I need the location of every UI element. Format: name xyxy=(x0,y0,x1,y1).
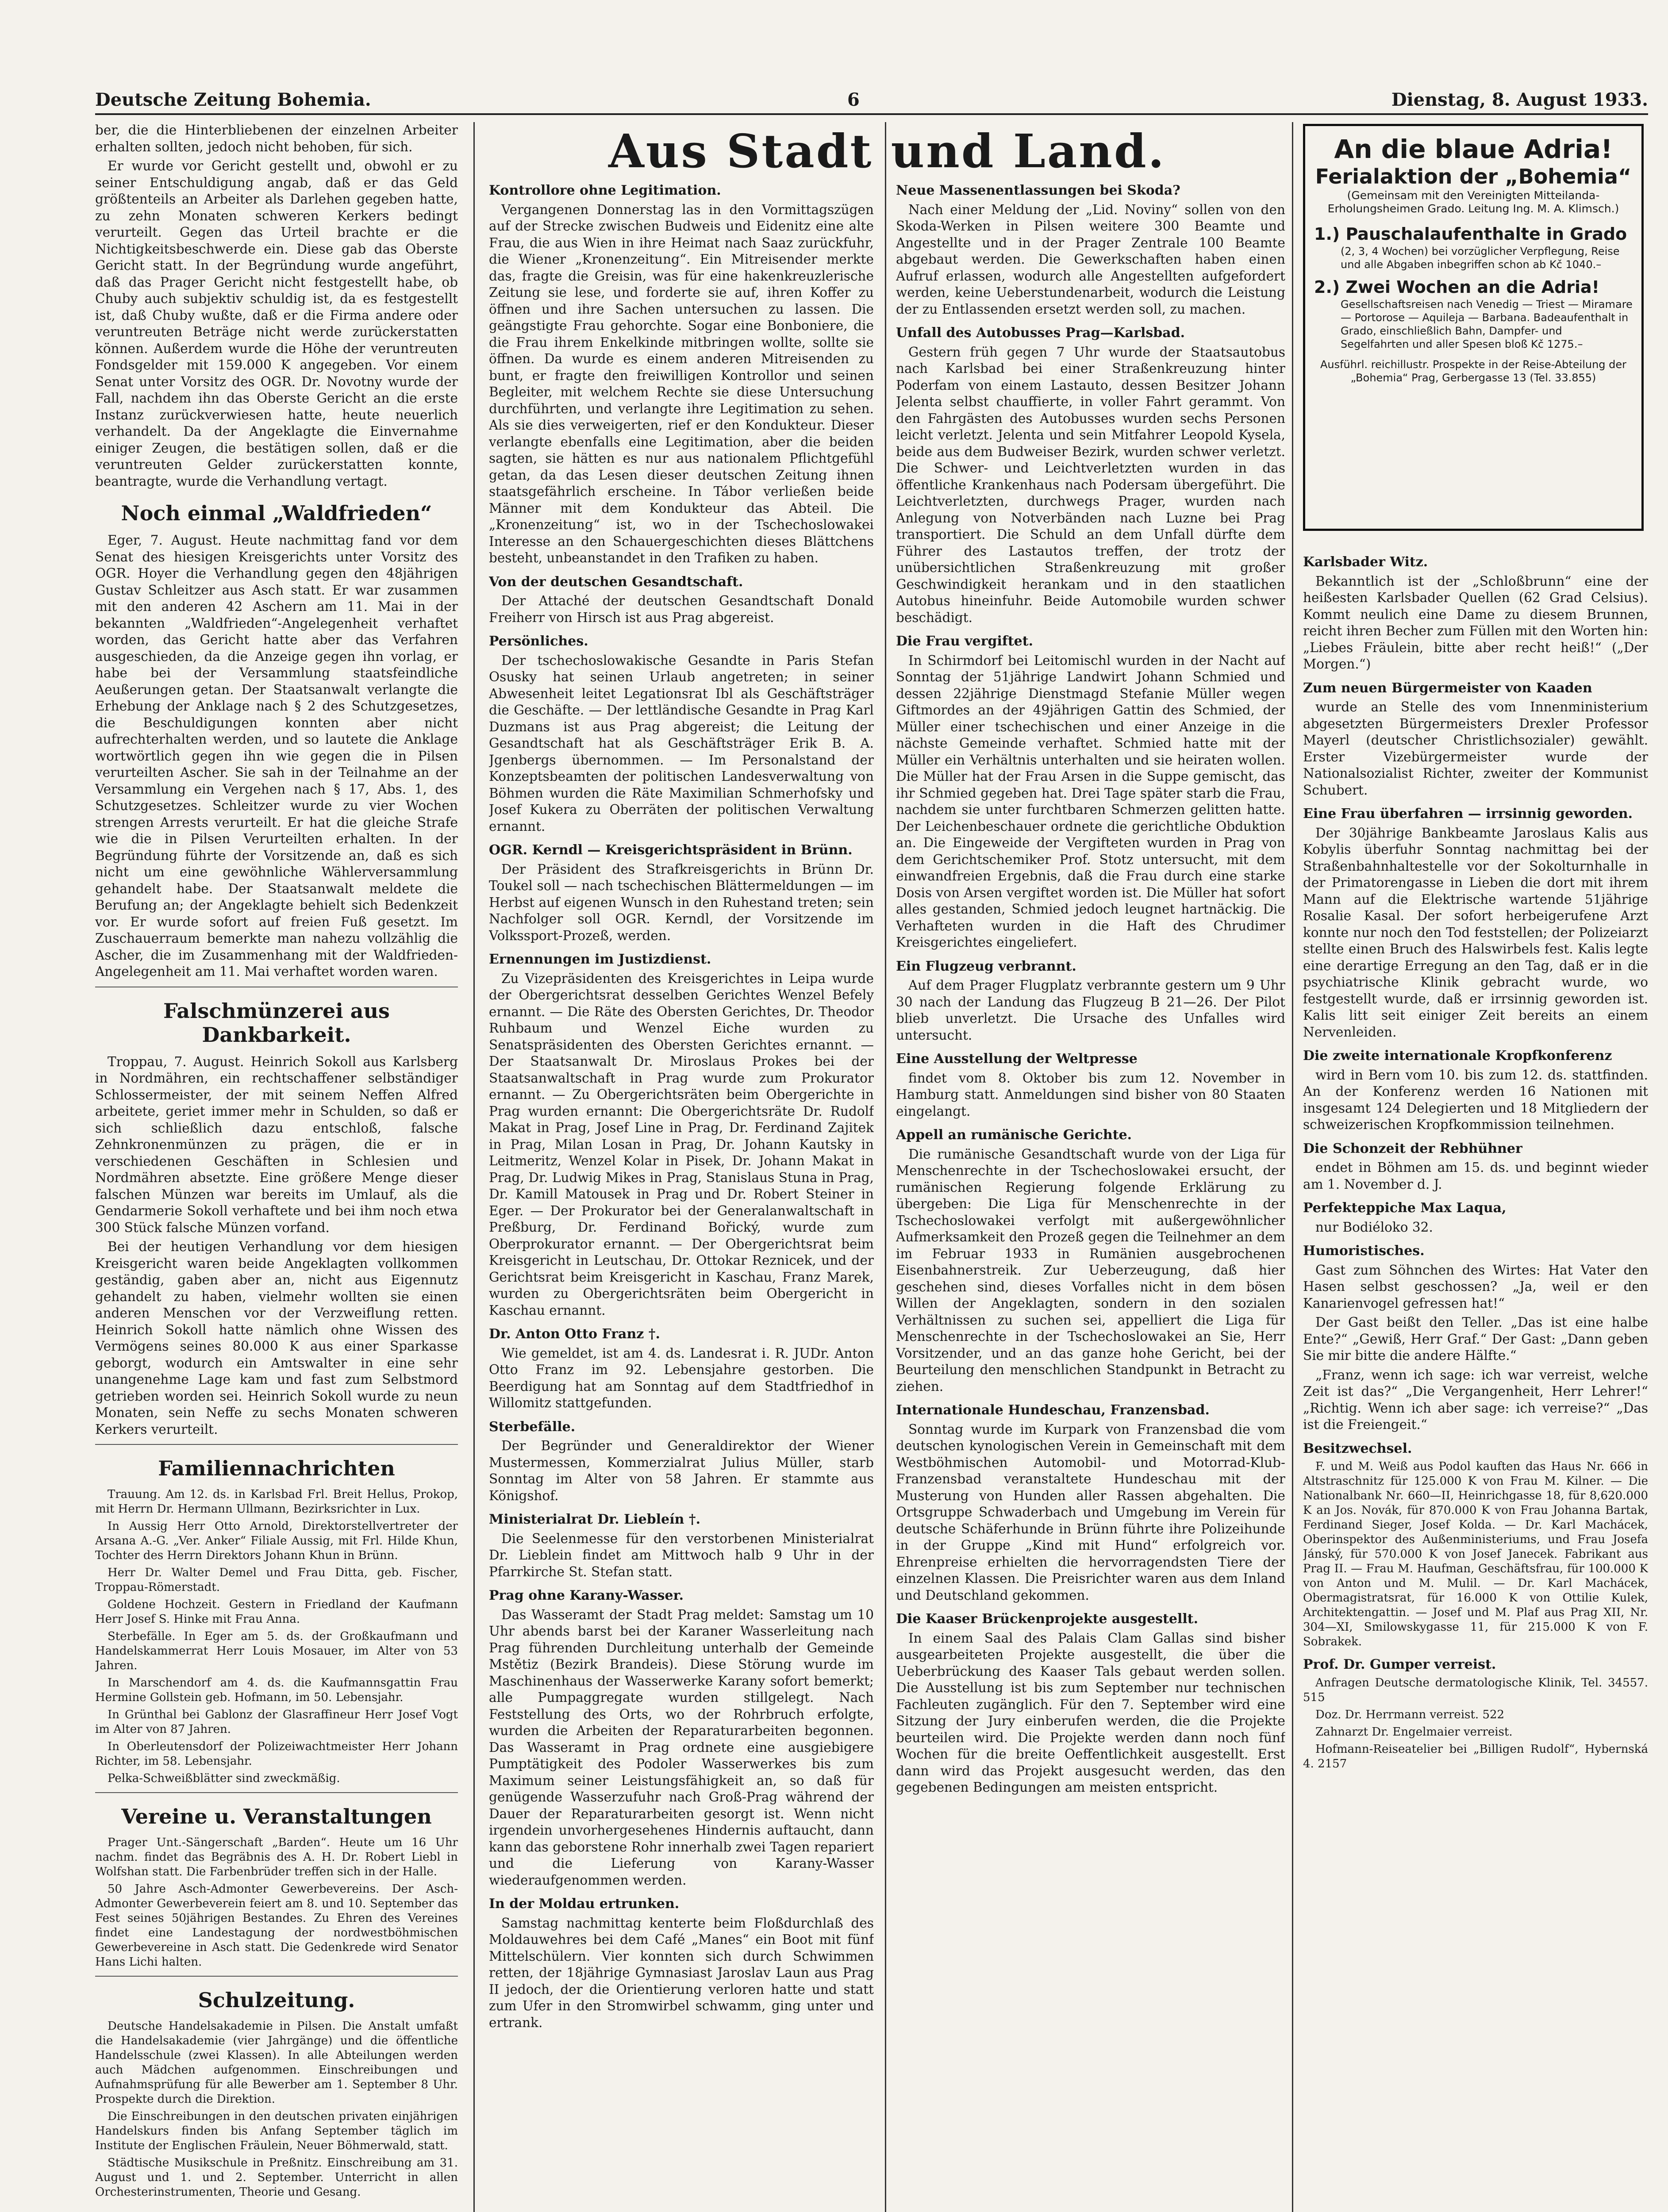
article-heading: Eine Frau überfahren — irrsinnig geworden. xyxy=(1303,806,1633,822)
column-2 xyxy=(489,175,874,2212)
paragraph: Er wurde vor Gericht gestellt und, obwohl er zu seiner Entschuldigung angab, daß er das Geld größtenteils an Arbeiter als Darlehen gegeben hatte, zu zehn Monaten schweren Kerkers bedingt verurteilt. Gegen das Urteil brachte er die Nichtigkeitsbeschwerde ein. Diese gab das Oberste Gericht statt. In der Begründung wurde angeführt, daß das Prager Gericht nicht festgestellt habe, ob Chuby auch subjektiv schuldig ist, da es festgestellt ist, daß Chuby wußte, daß er die Firma andere oder veruntreuten Beträge nicht werde zurückerstatten können. Außerdem wurde die Höhe der veruntreuten Fondsgelder mit 159.000 K angegeben. Vor einem Senat unter Vorsitz des OGR. Dr. Novotny wurde der Fall, nachdem ihn das Oberste Gericht an die erste Instanz zurückverwiesen hatte, heute neuerlich verhandelt. Da der Angeklagte die Einvernahme einiger Zeugen, die bestätigen sollen, daß er die veruntreuten Gelder zurückerstatten konnte, beantragte, wurde die Verhandlung vertagt. xyxy=(95,158,458,489)
paragraph: Trauung. Am 12. ds. in Karlsbad Frl. Breit Hellus, Prokop, mit Herrn Dr. Hermann Ullmann, Bezirksrichter in Lux. xyxy=(95,1488,458,1516)
column-rule xyxy=(885,122,886,2212)
paragraph: Der Attaché der deutschen Gesandtschaft Donald Freiherr von Hirsch ist aus Prag abgereist. xyxy=(489,593,874,625)
paragraph: Sonntag wurde im Kurpark von Franzensbad die vom deutschen kynologischen Verein in Gemeinschaft mit dem Westböhmischen Automobil- und Motorrad-Klub-Franzensbad veranstaltete Hundeschau mit der Musterung von Hunden aller Rassen abgehalten. Die Ortsgruppe Schwaderbach und Umgebung im Verein für deutsche Schäferhunde in Brünn führte ihre Polizeihunde in der Gruppe „Kind mit Hund“ erfolgreich vor. Ehrenpreise erhielten die hervorragendsten Tiere der einzelnen Klassen. Die Preisrichter waren aus dem Inland und Deutschland gekommen. xyxy=(896,1421,1285,1603)
paragraph: Städtische Musikschule in Preßnitz. Einschreibung am 31. August und 1. und 2. September. Unterricht in allen Orchesterinstrumenten, Theorie und Gesang. xyxy=(95,2156,458,2199)
ad-item-detail: Gesellschaftsreisen nach Venedig — Triest — Miramare — Portorose — Aquileja — Barbana. Badeaufenthalt in Grado, einschließlich Bahn, Dampfer- und Segelfahrten und aller Spesen bloß Kč 1275.– xyxy=(1341,298,1633,350)
ad-item-title: 1.) Pauschalaufenthalte in Grado xyxy=(1314,224,1627,244)
paragraph: Deutsche Handelsakademie in Pilsen. Die Anstalt umfaßt die Handelsakademie (vier Jahrgänge) und die öffentliche Handelsschule (zwei Klassen). In alle Abteilungen werden auch Mädchen aufgenommen. Einschreibungen und Aufnahmsprüfung für alle Bewerber am 1. September 8 Uhr. Prospekte durch die Direktion. xyxy=(95,2020,458,2106)
column-4 xyxy=(1303,547,1648,2212)
paragraph: Der Präsident des Strafkreisgerichts in Brünn Dr. Toukel soll — nach tschechischen Blättermeldungen — im Herbst auf eigenen Wunsch in den Ruhestand treten; sein Nachfolger soll OGR. Kerndl, der Vorsitzende im Volkssport-Prozeß, werden. xyxy=(489,861,874,943)
column-rule xyxy=(1292,122,1293,2212)
paragraph: wurde an Stelle des vom Innenministerium abgesetzten Bürgermeisters Drexler Professor Mayerl (deutscher Christlichsozialer) gewählt. Erster Vizebürgermeister wurde der Nationalsozialist Richter, zweiter der Kommunist Schubert. xyxy=(1303,699,1648,798)
paragraph: Der Gast beißt den Teller. „Das ist eine halbe Ente?“ „Gewiß, Herr Graf.“ Der Gast: „Dann geben Sie mir bitte die andere Hälfte.“ xyxy=(1303,1315,1648,1363)
article-heading: Familiennachrichten xyxy=(158,1456,395,1480)
newspaper-page xyxy=(95,87,1648,2212)
paragraph: Gestern früh gegen 7 Uhr wurde der Staatsautobus nach Karlsbad bei einer Straßenkreuzung hinter Poderfam von einem Lastauto, dessen Besitzer Johann Jelenta selbst chauffierte, in voller Fahrt gerammt. Von den Fahrgästen des Autobusses wurden sechs Personen leicht verletzt. Jelenta und sein Mitfahrer Leopold Kysela, beide aus dem Budweiser Bezirk, wurden schwer verletzt. Die Schwer- und Leichtverletzten wurden in das öffentliche Krankenhaus nach Podersam übergeführt. Die Leichtverletzten, durchwegs Prager, wurden nach Anlegung von Notverbänden nach Luzne bei Prag transportiert. Die Schuld an dem Unfall dürfte dem Führer des Lastautos treffen, der trotz der unübersichtlichen Straßenkreuzung mit großer Geschwindigkeit herankam und in den staatlichen Autobus hineinfuhr. Beide Automobile wurden schwer beschädigt. xyxy=(896,344,1285,625)
article-heading: Falschmünzerei aus Dankbarkeit. xyxy=(163,998,390,1047)
paragraph: Doz. Dr. Herrmann verreist. 522 xyxy=(1315,1708,1505,1721)
article-heading: Vereine u. Veranstaltungen xyxy=(121,1805,432,1828)
article-heading: Karlsbader Witz. xyxy=(1303,554,1428,570)
article-heading: OGR. Kerndl — Kreisgerichtspräsident in Brünn. xyxy=(489,842,853,858)
paragraph: In einem Saal des Palais Clam Gallas sind bisher ausgearbeiteten Projekte ausgestellt, die über die Ueberbrückung des Kaaser Tals gebaut werden sollen. Die Ausstellung ist bis zum September nur technischen Fachleuten zugänglich. Für den 7. September wird eine Sitzung der Jury einberufen werden, die die Projekte beurteilen wird. Die Projekte werden dann noch fünf Wochen für die breite Oeffentlichkeit ausgestellt. Erst dann wird das Projekt ausgesucht werden, das den gegebenen Bedingungen am meisten entspricht. xyxy=(896,1630,1285,1795)
paragraph: Zahnarzt Dr. Engelmaier verreist. xyxy=(1315,1725,1513,1739)
paragraph: Pelka-Schweißblätter sind zweckmäßig. xyxy=(108,1772,340,1785)
divider xyxy=(95,1976,458,1977)
article-heading: Appell an rumänische Gerichte. xyxy=(896,1127,1132,1143)
paragraph: Vergangenen Donnerstag las in den Vormittagszügen auf der Strecke zwischen Budweis und Eidenitz eine alte Frau, die aus Wien in ihre Heimat nach Saaz zurückfuhr, die Wiener „Kronenzeitung“. Ein Mitreisender merkte das, fragte die Greisin, was für eine hakenkreuzlerische Zeitung sie lese, und forderte sie auf, ihren Koffer zu öffnen und ihre Sachen untersuchen zu lassen. Die geängstigte Frau gehorchte. Sogar eine Bonboniere, die die Frau ihrem Enkelkinde mitbringen wollte, sollte sie öffnen. Da wurde es einem anderen Mitreisenden zu bunt, er fragte den freiwilligen Kontrollor und seinen Begleiter, mit welchem Rechte sie diese Untersuchung durchführten, und verlangte ihre Legitimation zu sehen. Als sie dies verweigerten, rief er den Kondukteur. Dieser verlangte ebenfalls eine Legitimation, aber die beiden sagten, sie hätten es nur aus nationalem Pflichtgefühl getan, da das Lesen dieser deutschen Zeitung ihnen staatsgefährlich erscheine. In Tábor verließen beide Männer mit dem Kondukteur das Abteil. Die „Kronenzeitung“ ist, wo in der Tschechoslowakei Interesse an den Schauergeschichten dieses Blättchens besteht, unbeanstandet in den Trafiken zu haben. xyxy=(489,202,874,565)
article-heading: Zum neuen Bürgermeister von Kaaden xyxy=(1303,680,1592,696)
paragraph: findet vom 8. Oktober bis zum 12. November in Hamburg statt. Anmeldungen sind bisher von 80 Staaten eingelangt. xyxy=(896,1070,1285,1119)
ad-footer: Ausführl. reichillustr. Prospekte in der Reise-Abteilung der „Bohemia“ Prag, Gerbergasse 13 (Tel. 33.855) xyxy=(1320,358,1627,384)
article-heading: Unfall des Autobusses Prag—Karlsbad. xyxy=(896,325,1185,341)
divider xyxy=(95,1792,458,1793)
paragraph: Die Seelenmesse für den verstorbenen Ministerialrat Dr. Lieblein findet am Mittwoch halb 9 Uhr in der Pfarrkirche St. Stefan statt. xyxy=(489,1531,874,1579)
paragraph: Bekanntlich ist der „Schloßbrunn“ eine der heißesten Karlsbader Quellen (62 Grad Celsius). Kommt neulich eine Dame zu diesem Brunnen, reicht ihren Becher zum Füllen mit den Worten hin: „Liebes Fräulein, bitte aber recht heiß!“ („Der Morgen.“) xyxy=(1303,573,1648,672)
article-heading: Neue Massenentlassungen bei Skoda? xyxy=(896,183,1180,198)
paragraph: endet in Böhmen am 15. ds. und beginnt wieder am 1. November d. J. xyxy=(1303,1160,1648,1192)
paragraph: Hofmann-Reiseatelier bei „Billigen Rudolf“, Hybernská 4. 2157 xyxy=(1303,1742,1648,1770)
divider xyxy=(95,1444,458,1445)
article-heading: Kontrollore ohne Legitimation. xyxy=(489,183,721,198)
paragraph: Goldene Hochzeit. Gestern in Friedland der Kaufmann Herr Josef S. Hinke mit Frau Anna. xyxy=(95,1598,458,1626)
paragraph: Wie gemeldet, ist am 4. ds. Landesrat i. R. JUDr. Anton Otto Franz im 92. Lebensjahre gestorben. Die Beerdigung hat am Sonntag auf dem Stadtfriedhof in Willomitz stattgefunden. xyxy=(489,1345,874,1410)
article-heading: Eine Ausstellung der Weltpresse xyxy=(896,1051,1138,1067)
ad-headline: An die blaue Adria! xyxy=(1334,134,1613,164)
article-heading: Prof. Dr. Gumper verreist. xyxy=(1303,1657,1496,1672)
paragraph: In Marschendorf am 4. ds. die Kaufmannsgattin Frau Hermine Gollstein geb. Hofmann, im 50. Lebensjahr. xyxy=(95,1676,458,1704)
article-heading: Ministerialrat Dr. Liebleín †. xyxy=(489,1512,701,1527)
article-heading: Humoristisches. xyxy=(1303,1243,1425,1259)
paragraph: Troppau, 7. August. Heinrich Sokoll aus Karlsberg in Nordmähren, ein rechtschaffener selbständiger Schlossermeister, der mit seinem Neffen Alfred arbeitete, geriet immer mehr in Schulden, so daß er sich schließlich dazu entschloß, falsche Zehnkronenmünzen zu prägen, die er in verschiedenen Geschäften in Schlesien und Nordmähren absetzte. Eine größere Menge dieser falschen Münzen war bereits im Umlauf, als die Gendarmerie Sokoll verhaftete und bei ihm noch etwa 300 Stück falsche Münzen vorfand. xyxy=(95,1054,458,1235)
article-heading: Besitzwechsel. xyxy=(1303,1440,1412,1456)
paragraph: Prager Unt.-Sängerschaft „Barden“. Heute um 16 Uhr nachm. findet das Begräbnis des A. H. Dr. Robert Liebl in Wolfshan statt. Die Farbenbrüder treffen sich in der Halle. xyxy=(95,1836,458,1878)
paragraph: Das Wasseramt der Stadt Prag meldet: Samstag um 10 Uhr abends barst bei der Karaner Wasserleitung nach Prag führenden Durchleitung unterhalb der Gemeinde Mstětiz (Bezirk Brandeis). Diese Störung wurde im Maschinenhaus der Wasserwerke Karany sofort bemerkt; alle Pumpaggregate wurden stillgelegt. Nach Feststellung des Orts, wo der Rohrbruch erfolgte, wurden die Arbeiten der Reparaturarbeiten begonnen. Das Wasseramt in Prag ordnete eine ausgiebigere Pumptätigkeit des Podoler Wasserwerkes bis zum Maximum seiner Leistungsfähigkeit an, so daß für genügende Wasserzufuhr nach Groß-Prag während der Dauer der Reparaturarbeiten gesorgt ist. Wenn nicht irgendein unvorhergesehenes Hindernis auftaucht, dann kann das geborstene Rohr innerhalb zwei Tagen repariert und die Lieferung von Karany-Wasser wiederaufgenommen werden. xyxy=(489,1607,874,1888)
ad-subheadline: Ferialaktion der „Bohemia“ xyxy=(1315,165,1632,188)
paragraph: Sterbefälle. In Eger am 5. ds. der Großkaufmann und Handelskammerrat Herr Louis Mosauer, im Alter von 53 Jahren. xyxy=(95,1630,458,1672)
paragraph: Anfragen Deutsche dermatologische Klinik, Tel. 34557. 515 xyxy=(1303,1676,1648,1704)
paragraph: In Grünthal bei Gablonz der Glasraffineur Herr Josef Vogt im Alter von 87 Jahren. xyxy=(95,1708,458,1736)
paragraph: In Oberleutensdorf der Polizeiwachtmeister Herr Johann Richter, im 58. Lebensjahr. xyxy=(95,1740,458,1768)
paragraph: 50 Jahre Asch-Admonter Gewerbevereins. Der Asch-Admonter Gewerbeverein feiert am 8. und 10. September das Fest seines 50jährigen Bestandes. Zu Ehren des Vereines findet eine Landestagung der nordwestböhmischen Gewerbevereine in Asch statt. Die Gedenkrede wird Senator Hans Lichi halten. xyxy=(95,1882,458,1969)
paragraph: Der 30jährige Bankbeamte Jaroslaus Kalis aus Kobylis überfuhr Sonntag nachmittag bei der Straßenbahnhaltestelle vor der Sokolturnhalle in der Primatorengasse in Lieben die dort mit ihrem Mann auf die Elektrische wartende 51jährige Rosalie Kasal. Der sofort herbeigerufene Arzt konnte nur noch den Tod feststellen; der Polizeiarzt stellte einen Bruch des Halswirbels fest. Kalis legte eine derartige Erregung an den Tag, daß er in die psychiatrische Klinik gebracht wurde, wo festgestellt wurde, daß er irrsinnig geworden ist. Kalis litt seit einiger Zeit bereits an einem Nervenleiden. xyxy=(1303,825,1648,1040)
article-heading: Noch einmal „Waldfrieden“ xyxy=(121,501,432,525)
paragraph: Zu Vizepräsidenten des Kreisgerichtes in Leipa wurde der Obergerichtsrat desselben Gerichtes Wenzel Befely ernannt. — Die Räte des Obersten Gerichtes, Dr. Theodor Ruhbaum und Wenzel Eiche wurden zu Senatspräsidenten des Obersten Gerichtes ernannt. — Der Staatsanwalt Dr. Miroslaus Prokes bei der Staatsanwaltschaft in Prag wurde zum Prokurator ernannt. — Zu Obergerichtsräten beim Obergerichte in Prag wurden ernannt: Die Obergerichtsräte Dr. Rudolf Makat in Prag, Josef Line in Prag, Dr. Ferdinand Zajitek in Prag, Milan Losan in Prag, Dr. Johann Kautsky in Leitmeritz, Wenzel Kolar in Pisek, Dr. Johann Makat in Prag, Dr. Ludwig Mikes in Prag, Stanislaus Stuna in Prag, Dr. Kamill Matousek in Prag und Dr. Robert Steiner in Eger. — Der Prokurator bei der Generalanwaltschaft in Preßburg, Dr. Ferdinand Bořický, wurde zum Oberprokurator ernannt. — Der Obergerichtsrat beim Kreisgericht in Leutschau, Dr. Ottokar Reznicek, und der Gerichtsrat beim Kreisgericht in Kaschau, Franz Marek, wurden zu Obergerichtsräten beim Obergericht in Kaschau ernannt. xyxy=(489,971,874,1318)
paragraph: Herr Dr. Walter Demel und Frau Ditta, geb. Fischer, Troppau-Römerstadt. xyxy=(95,1566,458,1594)
paragraph: In Aussig Herr Otto Arnold, Direktorstellvertreter der Arsana A.-G. „Ver. Anker“ Filiale Aussig, mit Frl. Hilde Khun, Tochter des Herrn Direktors Johann Khun in Brünn. xyxy=(95,1520,458,1562)
paragraph: Die Einschreibungen in den deutschen privaten einjährigen Handelskurs finden bis Anfang September täglich im Institute der Englischen Fräulein, Neuer Böhmerwald, statt. xyxy=(95,2110,458,2152)
paragraph: Eger, 7. August. Heute nachmittag fand vor dem Senat des hiesigen Kreisgerichts unter Vorsitz des OGR. Hoyer die Verhandlung gegen den 48jährigen Gustav Schleitzer aus Asch statt. Er war zusammen mit den anderen 42 Aschern am 11. Mai in der bekannten „Waldfrieden“-Angelegenheit verhaftet worden, das Gericht hatte aber das Verfahren ausgeschieden, da die Anzeige gegen ihn vorlag, er habe bei der Versammlung staatsfeindliche Aeußerungen getan. Der Staatsanwalt verlangte die Erhebung der Anklage nach § 2 des Schutzgesetzes, die Beschuldigungen konnten aber nicht aufrechterhalten werden, und so lautete die Anklage wortwörtlich gegen ihn wie gegen die in Pilsen verurteilten Ascher. Sie sah in der Teilnahme an der Versammlung ein Vergehen nach § 17, Abs. 1, des Schutzgesetzes. Schleitzer wurde zu vier Wochen strengen Arrests verurteilt. Er hat die gleiche Strafe wie die in Pilsen Verurteilten erhalten. In der Begründung führte der Vorsitzende an, daß es sich nicht um eine gewöhnliche Wählerversammlung gehandelt habe. Der Staatsanwalt meldete die Berufung an; der Angeklagte behielt sich Bedenkzeit vor. Er wurde sofort auf freien Fuß gesetzt. Im Zuschauerraum bemerkte man nahezu vollzählig die Ascher, die im Zusammenhang mit der Waldfrieden-Angelegenheit am 11. Mai verhaftet worden waren. xyxy=(95,533,458,979)
article-heading: Schulzeitung. xyxy=(198,1988,355,2012)
article-heading: Sterbefälle. xyxy=(489,1419,576,1435)
page-number: 6 xyxy=(847,89,860,110)
article-heading: Ein Flugzeug verbrannt. xyxy=(896,958,1076,974)
paragraph: Nach einer Meldung der „Lid. Noviny“ sollen von den Skoda-Werken in Pilsen weitere 300 Beamte und Angestellte und in der Prager Zentrale 100 Beamte abgebaut werden. Die Gewerkschaften haben einen Aufruf erlassen, wodurch alle Angestellten aufgefordert werden, keine Ueberstundenarbeit, wodurch die Leistung der zu Entlassenden ersetzt werden soll, zu machen. xyxy=(896,202,1285,317)
article-heading: Persönliches. xyxy=(489,634,588,649)
article-heading: In der Moldau ertrunken. xyxy=(489,1896,680,1912)
paragraph: Der tschechoslowakische Gesandte in Paris Stefan Osusky hat seinen Urlaub angetreten; in seiner Abwesenheit leitet Legationsrat Ibl als Geschäftsträger die Geschäfte. — Der lettländische Gesandte in Prag Karl Duzmans ist aus Prag abgereist; die Leitung der Gesandtschaft hat als Geschäftsträger Erik B. A. Jgenbergs übernommen. — Im Personalstand der Konzeptsbeamten der politischen Landesverwaltung von Böhmen wurden die Räte Maximilian Schmerhofsky und Josef Kukera zu Oberräten der politischen Verwaltung ernannt. xyxy=(489,653,874,834)
paragraph: ber, die die Hinterbliebenen der einzelnen Arbeiter erhalten sollten, jedoch nicht behoben, für sich. xyxy=(95,123,458,154)
running-head xyxy=(95,87,1648,115)
article-heading: Dr. Anton Otto Franz †. xyxy=(489,1326,660,1342)
paragraph: „Franz, wenn ich sage: ich war verreist, welche Zeit ist das?“ „Die Vergangenheit, Herr Lehrer!“ „Richtig. Wenn ich aber sage: ich verreise?“ „Das ist die Freiengeit.“ xyxy=(1303,1367,1648,1432)
paragraph: Gast zum Söhnchen des Wirtes: Hat Vater den Hasen selbst geschossen? „Ja, weil er den Kanarienvogel gefressen hat!“ xyxy=(1303,1262,1648,1311)
article-heading: Ernennungen im Justizdienst. xyxy=(489,952,711,967)
article-heading: Internationale Hundeschau, Franzensbad. xyxy=(896,1402,1210,1418)
article-heading: Die zweite internationale Kropfkonferenz xyxy=(1303,1048,1612,1064)
article-heading: Perfekteppiche Max Laqua, xyxy=(1303,1200,1507,1216)
ad-item-title: 2.) Zwei Wochen an die Adria! xyxy=(1314,277,1599,297)
paragraph: wird in Bern vom 10. bis zum 12. ds. stattfinden. An der Konferenz werden 16 Nationen mit insgesamt 124 Delegierten und 18 Mitgliedern der schweizerischen Kropfkommission teilnehmen. xyxy=(1303,1067,1648,1132)
column-1 xyxy=(95,122,458,2212)
ad-item-detail: (2, 3, 4 Wochen) bei vorzüglicher Verpflegung, Reise und alle Abgaben inbegriffen schon ab Kč 1040.– xyxy=(1341,245,1620,271)
paragraph: In Schirmdorf bei Leitomischl wurden in der Nacht auf Sonntag der 51jährige Landwirt Johann Schmied und dessen 22jährige Dienstmagd Stefanie Müller wegen Giftmordes an der 49jährigen Gattin des Schmied, der Müller einer tschechischen und einer Anzeige in die nächste Gemeinde verhaftet. Schmied hatte mit der Müller ein Verhältnis unterhalten und sie heiraten wollen. Die Müller hat der Frau Arsen in die Suppe gemischt, das ihr Schmied gegeben hat. Drei Tage später starb die Frau, nachdem sie unter furchtbaren Schmerzen gelitten hatte. Der Leichenbeschauer ordnete die gerichtliche Obduktion an. Die Eingeweide der Vergifteten wurden in Prag von dem Gerichtschemiker Prof. Stotz untersucht, mit dem einwandfreien Ergebnis, daß die Frau durch eine starke Dosis von Arsen vergiftet worden ist. Die Müller hat sofort alles gestanden, Schmied jedoch leugnet hartnäckig. Die Verhafteten wurden in die Haft des Chrudimer Kreisgerichtes eingeliefert. xyxy=(896,653,1285,950)
paragraph: Auf dem Prager Flugplatz verbrannte gestern um 9 Uhr 30 nach der Landung das Flugzeug B 21—26. Der Pilot blieb unverletzt. Die Ursache des Unfalles wird untersucht. xyxy=(896,978,1285,1043)
article-heading: Von der deutschen Gesandtschaft. xyxy=(489,574,743,590)
paragraph: nur Bodiéloko 32. xyxy=(1315,1219,1433,1235)
issue-date: Dienstag, 8. August 1933. xyxy=(1391,89,1648,110)
paragraph: Der Begründer und Generaldirektor der Wiener Mustermessen, Kommerzialrat Julius Müller, starb Sonntag im Alter von 58 Jahren. Er stammte aus Königshof. xyxy=(489,1438,874,1503)
article-heading: Prag ohne Karany-Wasser. xyxy=(489,1588,684,1603)
advertisement-box xyxy=(1303,124,1644,531)
masthead-title: Deutsche Zeitung Bohemia. xyxy=(95,89,371,110)
paragraph: Samstag nachmittag kenterte beim Floßdurchlaß des Moldauwehres bei dem Café „Manes“ ein Boot mit fünf Mittelschülern. Vier konnten sich durch Schwimmen retten, der 18jährige Gymnasiast Jaroslav Laun aus Prag II jedoch, der die Orientierung verloren hatte und statt zum Ufer in den Stromwirbel schwamm, ging unter und ertrank. xyxy=(489,1915,874,2030)
article-heading: Die Frau vergiftet. xyxy=(896,634,1034,649)
ad-note: (Gemeinsam mit den Vereinigten Mitteilanda-Erholungsheimen Grado. Leitung Ing. M. A. Klimsch.) xyxy=(1327,189,1619,215)
paragraph: F. und M. Weiß aus Podol kauften das Haus Nr. 666 in Altstraschnitz für 125.000 K von Frau M. Kilner. — Die Nationalbank Nr. 660—II, Heinrichgasse 18, für 8,620.000 K an Jos. Novák, für 870.000 K von Frau Johanna Bartak, Ferdinand Sieger, Josef Kolda. — Dr. Karl Machácek, Oberinspektor des Außenministeriums, und Frau Josefa Jánský, für 570.000 K von Josef Janecek. Fabrikant aus Prag II. — Frau M. Haufman, Geschäftsfrau, für 100.000 K von Anton und M. Mulil. — Dr. Karl Machácek, Obermagistratsrat, für 16.000 K von Ottilie Kulek, Architektengattin. — Josef und M. Plaf aus Prag XII, Nr. 304—XI, Smilowskygasse 11, für 215.000 K von F. Sobrakek. xyxy=(1303,1460,1648,1648)
paragraph: Die rumänische Gesandtschaft wurde von der Liga für Menschenrechte in der Tschechoslowakei ersucht, der rumänischen Regierung folgende Erklärung zu übergeben: Die Liga für Menschenrechte in der Tschechoslowakei verfolgt mit außergewöhnlicher Aufmerksamkeit den Prozeß gegen die Teilnehmer an dem im Februar 1933 in Rumänien ausgebrochenen Eisenbahnerstreik. Zur Ueberzeugung, daß hier geschehen sind, dieses Vorfalles nicht in dem bösen Willen der Angeklagten, sondern in den sozialen Verhältnissen zu suchen sei, appelliert die Liga für Menschenrechte in der Tschechoslowakei an Sie, Herr Vorsitzender, und an das ganze hohe Gericht, bei der Beurteilung den menschlichen Standpunkt in Betracht zu ziehen. xyxy=(896,1146,1285,1394)
column-rule xyxy=(473,122,475,2212)
section-headline: Aus Stadt und Land. xyxy=(608,124,1166,178)
article-heading: Die Schonzeit der Rebhühner xyxy=(1303,1141,1522,1156)
column-3 xyxy=(896,175,1285,2212)
article-heading: Die Kaaser Brückenprojekte ausgestellt. xyxy=(896,1611,1199,1627)
paragraph: Bei der heutigen Verhandlung vor dem hiesigen Kreisgericht waren beide Angeklagten vollkommen geständig, gaben aber an, nicht aus Eigennutz gehandelt zu haben, vielmehr wollten sie einen anderen Menschen vor der Verzweiflung retten. Heinrich Sokoll hatte nämlich ohne Wissen des Vermögens seines 80.000 K aus einer Sparkasse geborgt, wodurch ein Amtswalter in eine sehr unangenehme Lage kam und fast zum Selbstmord getrieben worden sei. Heinrich Sokoll wurde zu neun Monaten, sein Neffe zu sechs Monaten schweren Kerkers verurteilt. xyxy=(95,1239,458,1437)
